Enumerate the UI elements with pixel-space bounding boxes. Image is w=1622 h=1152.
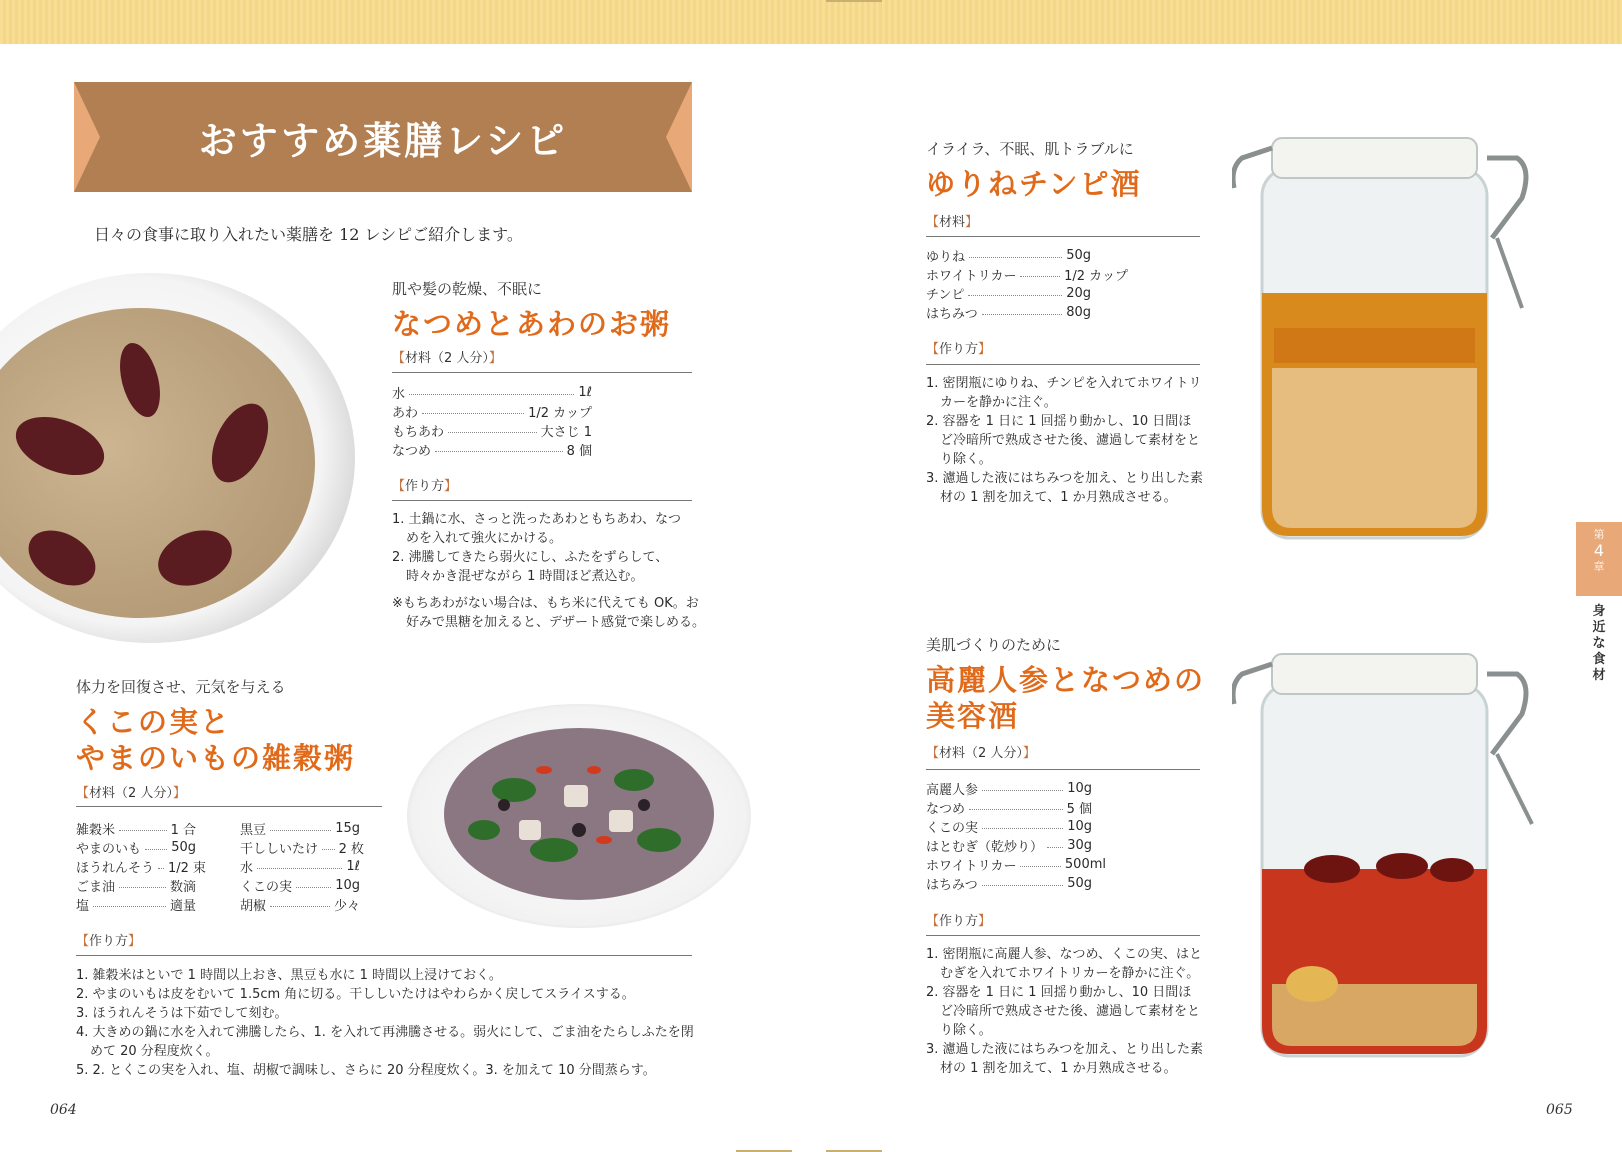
recipe2-title-line1: くこの実と	[76, 705, 232, 739]
grain-porridge-photo	[404, 700, 754, 932]
ingredient-row: 干ししいたけ 2 枚	[240, 841, 364, 857]
recipe1-steps	[392, 510, 694, 586]
page-number-right: 065	[1546, 1102, 1573, 1118]
ingredient-row: 黒豆 15g	[240, 820, 360, 838]
ingredient-row: くこの実 10g	[926, 818, 1092, 836]
lily-bulb-liquor-photo	[1232, 128, 1550, 548]
step-item: 1. 土鍋に水、さっと洗ったあわともちあわ、なつめを入れて強火にかける。	[392, 512, 682, 546]
ingredient-row: やまのいも 50g	[76, 839, 196, 857]
ingredient-row: ホワイトリカー 1/2 カップ	[926, 268, 1128, 284]
step-item: 2. 容器を 1 日に 1 回揺り動かし、10 日間ほど冷暗所で熟成させた後、濾過して素材をとり除く。	[926, 985, 1201, 1038]
recipe4-ingredients-label: 【材料（2 人分）】	[926, 746, 1036, 761]
recipe1-rule	[392, 372, 692, 373]
ingredient-row: 水 1ℓ	[240, 858, 360, 876]
ingredient-row: 塩 適量	[76, 898, 196, 914]
porridge-photo	[0, 268, 355, 648]
chapter-number: 4	[1593, 541, 1605, 560]
recipe4-steps	[926, 945, 1204, 1078]
recipe1-method-label: 【作り方】	[392, 479, 458, 494]
recipe2-rule	[76, 806, 382, 807]
step-item: 3. 濾過した液にはちみつを加え、とり出した素材の 1 割を加えて、1 か月熟成させる。	[926, 1042, 1204, 1076]
recipe1-title: なつめとあわのお粥	[392, 307, 672, 341]
recipe4-method-label: 【作り方】	[926, 914, 992, 929]
recipe3-subtitle: イライラ、不眠、肌トラブルに	[926, 140, 1134, 158]
step-item: 2. 沸騰してきたら弱火にし、ふたをずらして、時々かき混ぜながら 1 時間ほど煮込む。	[392, 550, 669, 584]
ingredient-row: なつめ 5 個	[926, 801, 1092, 817]
recipe4-title-line1: 高麗人参となつめの	[926, 663, 1206, 697]
step-item: 1. 密閉瓶に高麗人参、なつめ、くこの実、はとむぎを入れてホワイトリカーを静かに注ぐ。	[926, 947, 1203, 981]
recipe2-ingredients-label: 【材料（2 人分）】	[76, 786, 186, 801]
top-tick	[826, 0, 882, 2]
recipe3-ingredients-label: 【材料】	[926, 215, 979, 230]
ingredient-row: もちあわ 大さじ 1	[392, 424, 592, 440]
ingredient-row: あわ 1/2 カップ	[392, 405, 592, 421]
recipe1-ingredients-label: 【材料（2 人分）】	[392, 351, 502, 366]
ingredient-row: ごま油 数滴	[76, 879, 196, 895]
ingredient-row: くこの実 10g	[240, 877, 360, 895]
recipe3-steps	[926, 374, 1204, 507]
ingredient-row: ゆりね 50g	[926, 247, 1091, 265]
recipe2-subtitle: 体力を回復させ、元気を与える	[76, 678, 286, 696]
ingredient-row: 水 1ℓ	[392, 384, 592, 402]
ingredient-row: なつめ 8 個	[392, 443, 592, 459]
recipe2-steps	[76, 966, 696, 1080]
recipe2-method-label: 【作り方】	[76, 934, 142, 949]
recipe3-method-label: 【作り方】	[926, 342, 992, 357]
page-number-left: 064	[50, 1102, 77, 1118]
ingredient-row: ほうれんそう 1/2 束	[76, 860, 206, 876]
intro-text: 日々の食事に取り入れたい薬膳を 12 レシピご紹介します。	[94, 225, 523, 244]
ingredient-row: 高麗人参 10g	[926, 780, 1092, 798]
recipe3-method-rule	[926, 364, 1200, 365]
step-item: 2. 容器を 1 日に 1 回揺り動かし、10 日間ほど冷暗所で熟成させた後、濾過して素材をとり除く。	[926, 414, 1201, 467]
recipe4-rule	[926, 769, 1200, 770]
ingredient-row: 胡椒 少々	[240, 898, 360, 914]
recipe1-method-rule	[392, 500, 692, 501]
ingredient-row: はちみつ 50g	[926, 875, 1092, 893]
recipe1-note: ※もちあわがない場合は、もち米に代えても OK。お好みで黒糖を加えると、デザート感覚で楽しめる。	[392, 596, 706, 630]
ingredient-row: はちみつ 80g	[926, 304, 1091, 322]
section-banner	[74, 82, 692, 192]
chapter-tab	[1576, 522, 1622, 596]
chapter-suffix: 章	[1593, 560, 1605, 573]
recipe4-method-rule	[926, 935, 1200, 936]
top-band	[0, 0, 1622, 44]
step-item: 1. 密閉瓶にゆりね、チンピを入れてホワイトリカーを静かに注ぐ。	[926, 376, 1202, 410]
step-item: 3. ほうれんそうは下茹でして刻む。	[76, 1006, 288, 1021]
ginseng-jujube-liquor-photo	[1232, 644, 1562, 1064]
step-item: 2. やまのいもは皮をむいて 1.5cm 角に切る。干ししいたけはやわらかく戻してスライスする。	[76, 987, 635, 1002]
recipe1-subtitle: 肌や髪の乾燥、不眠に	[392, 280, 543, 298]
recipe2-title-line2: やまのいもの雑穀粥	[76, 741, 356, 775]
banner-title: おすすめ薬膳レシピ	[198, 119, 568, 163]
chapter-title: 身近な食材	[1592, 604, 1606, 683]
chapter-prefix: 第	[1593, 528, 1605, 541]
ingredient-row: チンピ 20g	[926, 285, 1091, 303]
ingredient-row: ホワイトリカー 500ml	[926, 856, 1106, 874]
recipe2-method-rule	[76, 955, 692, 956]
step-item: 4. 大きめの鍋に水を入れて沸騰したら、1. を入れて再沸騰させる。弱火にして、ごま油をたらしふたを閉めて 20 分程度炊く。	[76, 1025, 694, 1059]
ingredient-row: はとむぎ（乾炒り） 30g	[926, 837, 1092, 855]
step-item: 5. 2. とくこの実を入れ、塩、胡椒で調味し、さらに 20 分程度炊く。3. を加えて 10 分間蒸らす。	[76, 1063, 656, 1078]
recipe4-subtitle: 美肌づくりのために	[926, 636, 1062, 654]
ingredient-row: 雑穀米 1 合	[76, 822, 196, 838]
step-item: 1. 雑穀米はといで 1 時間以上おき、黒豆も水に 1 時間以上浸けておく。	[76, 968, 502, 983]
recipe3-title: ゆりねチンピ酒	[926, 167, 1142, 201]
recipe3-rule	[926, 236, 1200, 237]
step-item: 3. 濾過した液にはちみつを加え、とり出した素材の 1 割を加えて、1 か月熟成させる。	[926, 471, 1204, 505]
recipe4-title-line2: 美容酒	[926, 699, 1020, 733]
